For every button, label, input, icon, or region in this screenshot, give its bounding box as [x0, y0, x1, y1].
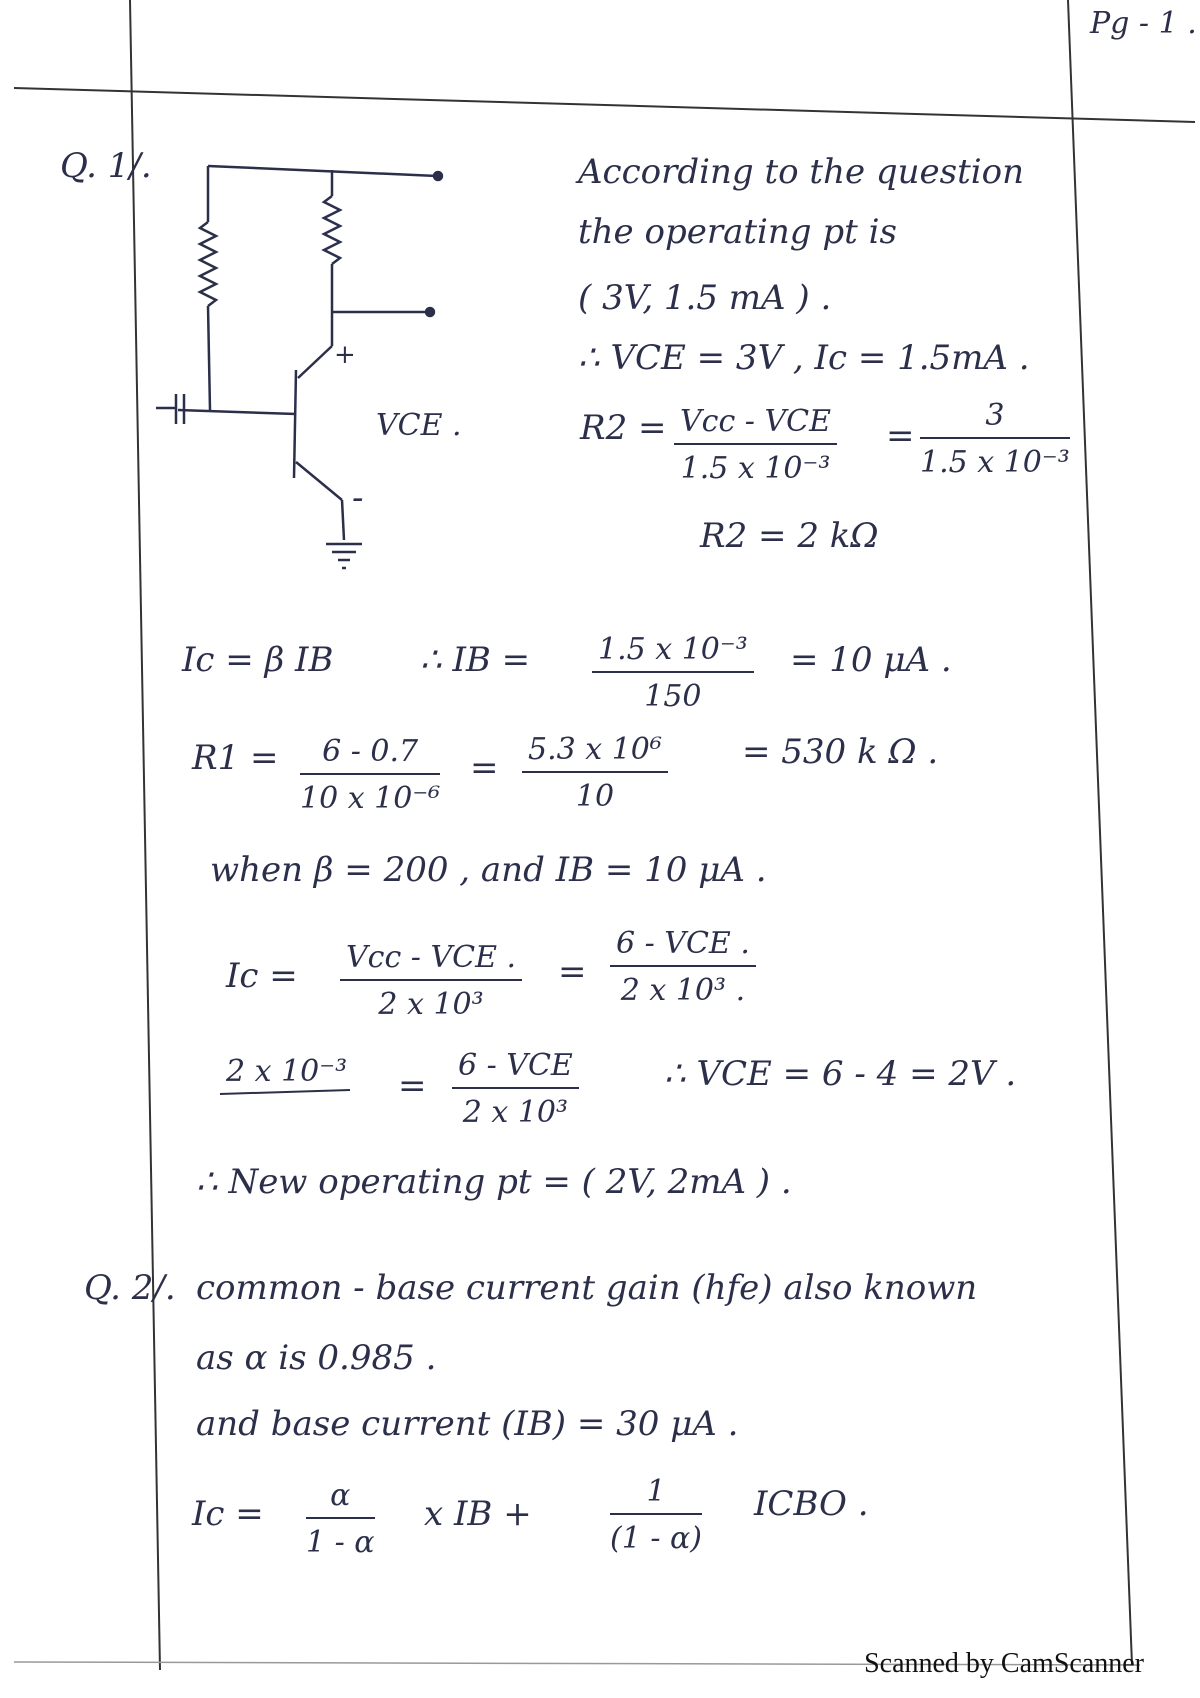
- q2-times-ib: x IB +: [424, 1494, 532, 1534]
- ib-den: 150: [644, 679, 702, 714]
- page-number: Pg - 1 .: [1090, 6, 1197, 41]
- eq2-den2: 2 x 10³: [462, 1095, 569, 1130]
- q2-label: Q. 2/.: [84, 1268, 176, 1308]
- new-operating-point: ∴ New operating pt = ( 2V, 2mA ) .: [196, 1162, 792, 1202]
- q2-line2: as α is 0.985 .: [196, 1338, 437, 1378]
- r1-lhs: R1 =: [192, 738, 279, 778]
- r2-eq: =: [886, 416, 915, 456]
- scanner-footer: Scanned by CamScanner: [864, 1648, 1144, 1679]
- q1-intro-line1: According to the question: [578, 152, 1025, 192]
- q1-given-values: ∴ VCE = 3V , Ic = 1.5mA .: [578, 338, 1030, 378]
- q2-fraction-2: [610, 1474, 702, 1556]
- ic-fraction-2: [610, 926, 756, 1008]
- q2-ic-lhs: Ic =: [192, 1494, 264, 1534]
- ib-result: = 10 μA .: [790, 640, 952, 680]
- r1-num1: 6 - 0.7: [300, 734, 440, 775]
- transistor-circuit: [156, 166, 442, 568]
- circuit-plus-sign: +: [334, 340, 356, 370]
- eq2-result: ∴ VCE = 6 - 4 = 2V .: [664, 1054, 1017, 1094]
- eq2-num2: 6 - VCE: [452, 1048, 579, 1089]
- r2-fraction-2: [920, 398, 1070, 480]
- ib-fraction: [592, 632, 754, 714]
- r1-num2: 5.3 x 10⁶: [522, 732, 668, 773]
- r2-result: R2 = 2 kΩ: [700, 516, 879, 556]
- ic-den1: 2 x 10³: [378, 987, 484, 1022]
- header-rule: [14, 88, 1195, 122]
- eq2-lhs: 2 x 10⁻³: [226, 1054, 348, 1089]
- ic-lhs: Ic =: [226, 956, 298, 996]
- r1-den1: 10 x 10⁻⁶: [300, 781, 441, 816]
- ic-num1: Vcc - VCE .: [340, 940, 522, 981]
- r2-num2: 3: [920, 398, 1070, 439]
- circuit-vce-label: VCE .: [376, 408, 462, 443]
- ib-lhs: Ic = β IB: [182, 640, 334, 680]
- q1-intro-line2: the operating pt is: [578, 212, 897, 252]
- resistor-r2: [324, 196, 340, 264]
- q2-frac1-den: 1 - α: [306, 1525, 375, 1560]
- q2-fraction-1: [306, 1478, 375, 1560]
- ic-den2: 2 x 10³ .: [620, 973, 746, 1008]
- r2-fraction-1: [674, 404, 837, 486]
- q2-frac1-num: α: [306, 1478, 375, 1519]
- left-margin-line: [130, 0, 160, 1670]
- q2-line3: and base current (IB) = 30 μA .: [196, 1404, 739, 1444]
- ib-num: 1.5 x 10⁻³: [592, 632, 754, 673]
- circuit-minus-sign: -: [352, 478, 364, 518]
- r1-fraction-2: [522, 732, 668, 814]
- r1-fraction-1: [300, 734, 440, 816]
- r2-num1: Vcc - VCE: [674, 404, 837, 445]
- ic-eq: =: [558, 952, 587, 992]
- ic-num2: 6 - VCE .: [610, 926, 756, 967]
- r2-den1: 1.5 x 10⁻³: [680, 451, 831, 486]
- eq2-underline: [220, 1090, 350, 1094]
- r1-result: = 530 k Ω .: [742, 732, 939, 772]
- q2-frac2-num: 1: [610, 1474, 702, 1515]
- r2-lhs: R2 =: [580, 408, 667, 448]
- when-line: when β = 200 , and IB = 10 μA .: [210, 850, 767, 890]
- q1-label: Q. 1/.: [60, 146, 152, 186]
- eq2-eq: =: [398, 1066, 427, 1106]
- r2-den2: 1.5 x 10⁻³: [920, 445, 1070, 480]
- r1-den2: 10: [575, 779, 615, 814]
- eq2-fraction: [452, 1048, 579, 1130]
- q1-intro-line3: ( 3V, 1.5 mA ) .: [578, 278, 832, 318]
- q2-icbo: ICBO .: [754, 1484, 869, 1524]
- q2-line1: common - base current gain (hfe) also known: [196, 1268, 978, 1308]
- ib-therefore: ∴ IB =: [420, 640, 531, 680]
- resistor-r1: [200, 222, 216, 306]
- right-margin-line: [1068, 0, 1132, 1665]
- q2-frac2-den: (1 - α): [610, 1521, 702, 1556]
- r1-eq: =: [470, 748, 499, 788]
- ic-fraction-1: [340, 940, 522, 1022]
